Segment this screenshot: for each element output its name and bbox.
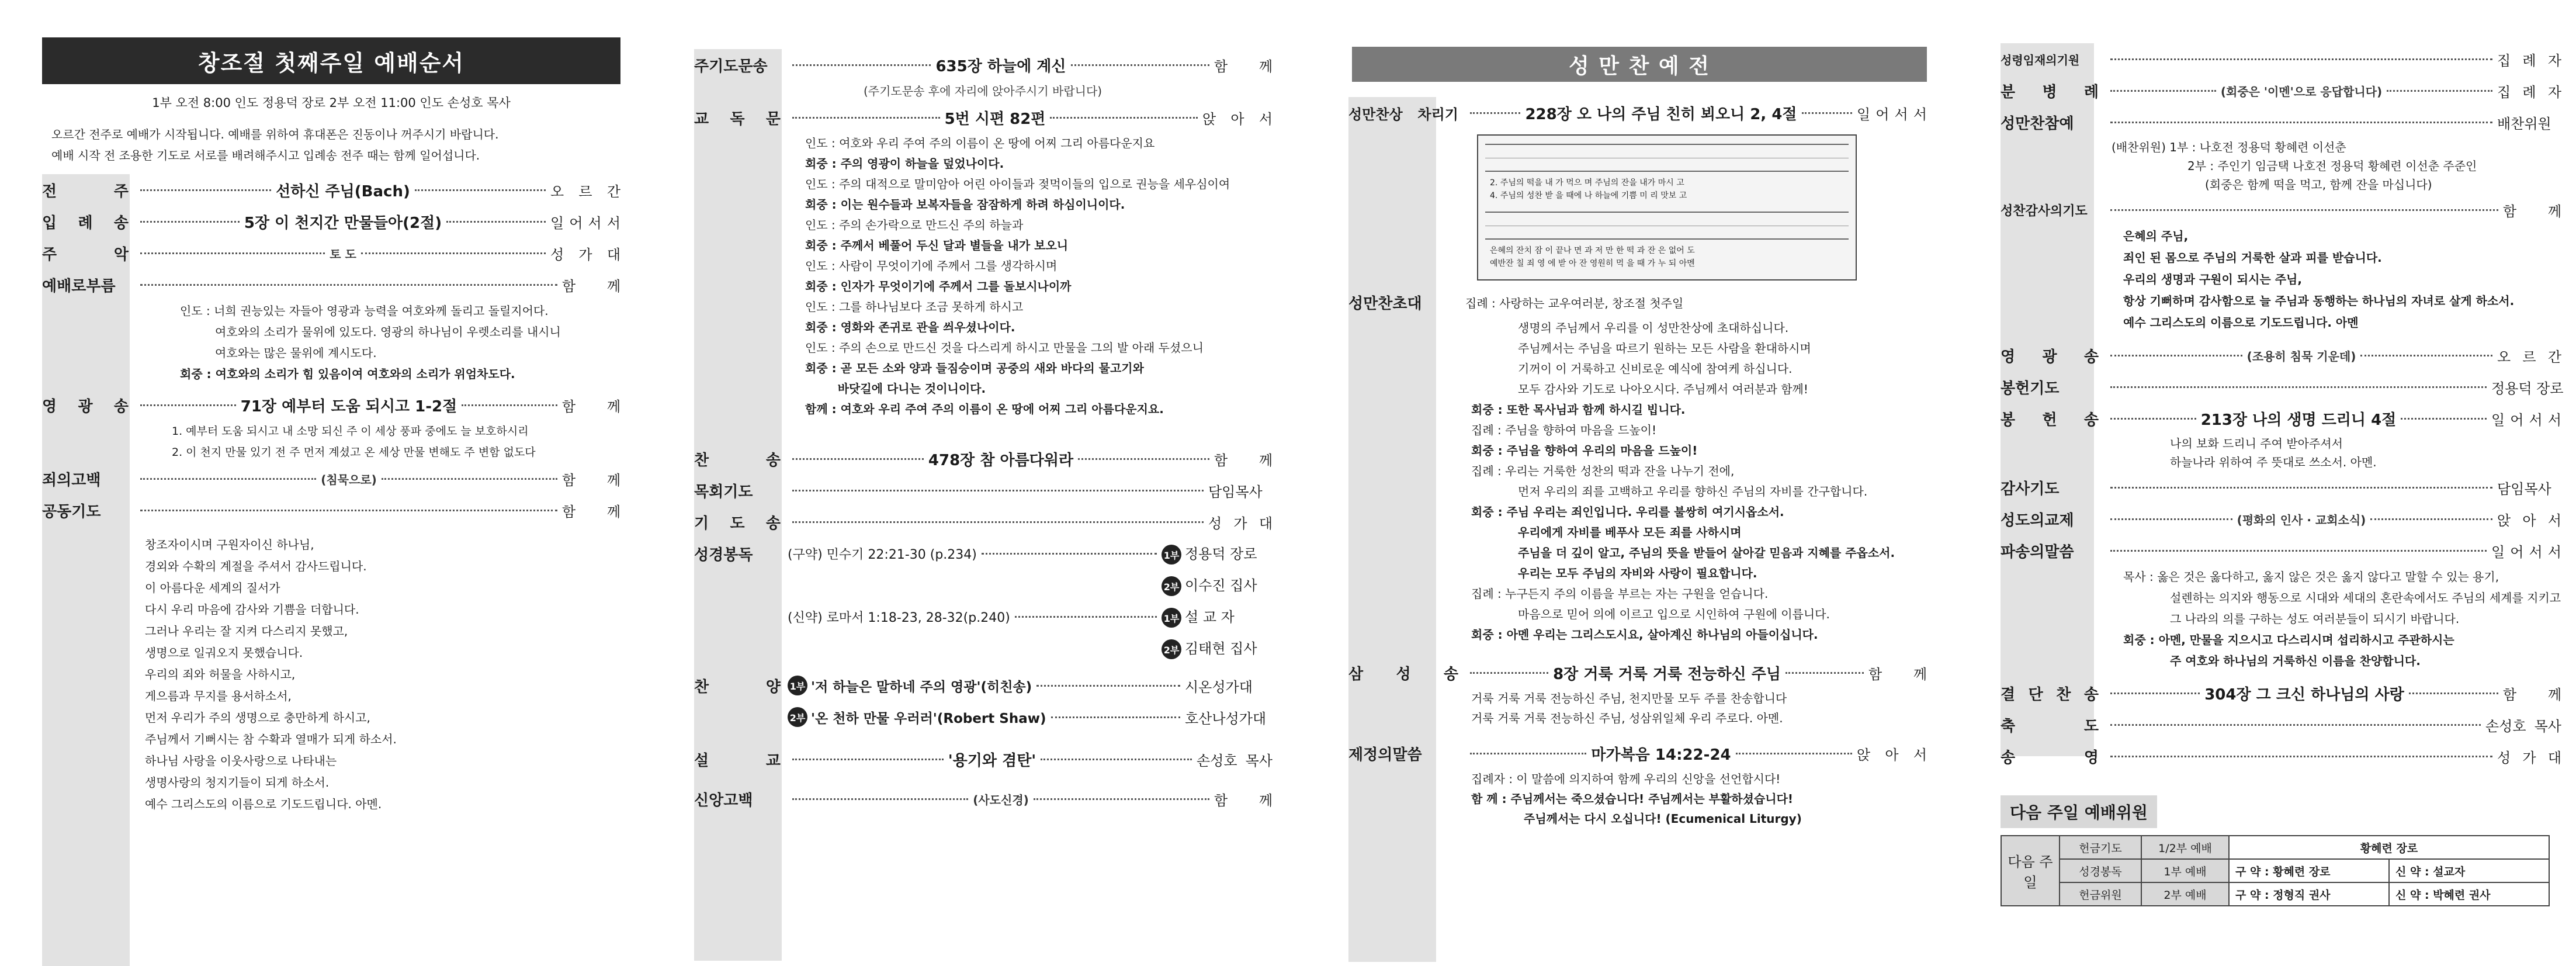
page-column-1	[42, 37, 620, 955]
row-leader: 앉 아 서	[2497, 512, 2561, 529]
order-section	[694, 49, 1273, 815]
intro-line: 오르간 전주로 예배가 시작됩니다. 예배를 위하여 휴대폰은 진동이나 꺼주시기 바랍니다.	[51, 127, 499, 141]
row-label: 성만찬상 차리기	[1348, 106, 1458, 123]
table-cell: 헌금기도	[2060, 836, 2141, 859]
row-label: 결 단 찬 송	[2001, 685, 2099, 704]
hymn-lyrics	[42, 421, 620, 463]
text-line: 회중 : 주님을 향하여 우리의 마음을 드높이!	[1471, 444, 1698, 458]
text-line: 우리의 죄와 허물을 사하시고,	[145, 667, 296, 681]
row-label: 목회기도	[694, 483, 753, 501]
row-leader: 일 어 서 서	[550, 214, 620, 231]
row-leader: 오 르 간	[550, 183, 620, 200]
row-label: 파송의말씀	[2001, 543, 2074, 561]
row-title: (사도신경)	[973, 792, 1029, 807]
order-section	[42, 174, 620, 815]
row-label: 영 광 송	[2001, 348, 2099, 366]
text-line: 회중 : 곧 모든 소와 양과 들짐승이며 공중의 새와 바다의 물고기와	[805, 361, 1144, 375]
text-line: 인도 : 너희 권능있는 자들아 영광과 능력을 여호와께 돌리고 돌릴지어다.	[180, 304, 549, 318]
row-label: 주 악	[42, 245, 129, 264]
text-line: 집례 : 누구든지 주의 이름을 부르는 자는 구원을 얻습니다.	[1471, 587, 1769, 601]
row-title: 8장 거룩 거룩 거룩 전능하신 주님	[1553, 665, 1781, 683]
row-title: 선하신 주님(Bach)	[276, 182, 410, 200]
text-line: (배찬위원) 1부 : 나호전 정용덕 황혜련 이선춘	[2112, 140, 2346, 154]
page-column-4	[2001, 37, 2564, 955]
row-title: 228장 오 나의 주님 친히 뵈오니 2, 4절	[1525, 105, 1797, 123]
row-label: 봉헌기도	[2001, 379, 2060, 397]
reader-name: 이수진 집사	[1185, 577, 1257, 594]
text-line: 주님께서는 다시 오십니다! (Ecumenical Liturgy)	[1524, 812, 1802, 826]
row-leader: 함 께	[1214, 58, 1273, 75]
text-line: 집례자 : 이 말씀에 의지하여 함께 우리의 신앙을 선언합시다!	[1471, 772, 1781, 786]
row-label: 죄의고백	[42, 471, 101, 489]
text-line: 회중 : 아멘 우리는 그리스도시요, 살아계신 하나님의 아들이십니다.	[1471, 628, 1818, 642]
choir-name: 시온성가대	[1185, 678, 1253, 695]
anthem-title: '저 하늘은 말하네 주의 영광'(히친송)	[811, 679, 1032, 695]
row-leader: 함 께	[1214, 792, 1273, 809]
text-line: 하늘나라 위하여 주 뜻대로 쓰소서. 아멘.	[2170, 455, 2377, 469]
text-line: 항상 기뻐하며 감사함으로 늘 주님과 동행하는 하나님의 자녀로 살게 하소서.	[2123, 294, 2515, 308]
table-cell: 황혜련 장로	[2229, 836, 2549, 859]
row-leader: 정용덕 장로	[2491, 380, 2564, 397]
text-line: 모두 감사와 기도로 나아오시다. 주님께서 여러분과 함께!	[1518, 382, 1808, 396]
text-line: 바닷길에 다니는 것이니이다.	[805, 382, 986, 396]
text-line: 우리에게 자비를 베푸사 모든 죄를 사하시며	[1518, 525, 1742, 539]
text-line: 회중 : 주께서 베풀어 두신 달과 별들을 내가 보오니	[805, 238, 1069, 252]
text-line: 회중 : 주의 영광이 하늘을 덮었나이다.	[805, 157, 1004, 171]
service-1-badge: 1부	[1162, 545, 1181, 565]
text-line: 여호와는 많은 물위에 계시도다.	[215, 346, 377, 360]
row-title: (침묵으로)	[321, 472, 377, 487]
sanctus-lyrics	[1348, 688, 1927, 728]
text-line: 창조자이시며 구원자이신 하나님,	[145, 538, 314, 552]
order-row	[2001, 740, 2561, 772]
text-line: 생명의 주님께서 우리를 이 성만찬상에 초대하십니다.	[1518, 321, 1789, 335]
next-week-table	[2001, 835, 2550, 906]
text-line: 인도 : 주의 손으로 만드신 것을 다스리게 하시고 만물을 그의 발 아래 두셨으니	[805, 341, 1204, 355]
row-leader: 함 께	[1868, 666, 1927, 683]
row-leader: 일 어 서 서	[1857, 106, 1927, 123]
text-line: 설렌하는 의지와 행동으로 시대와 세대의 혼란속에서도 주님의 세계를 지키고	[2170, 591, 2561, 605]
row-title: (평화의 인사 · 교회소식)	[2237, 513, 2366, 527]
row-title: 5장 이 천지간 만물들아(2절)	[244, 214, 442, 232]
responsive-reading	[694, 133, 1273, 420]
nt-reading: (신약) 로마서 1:18-23, 28-32(p.240)	[788, 610, 1010, 625]
text-line: (회중은 함께 떡을 먹고, 함께 잔을 마십니다)	[2205, 178, 2432, 192]
text-line: 인도 : 주의 대적으로 말미암아 어린 아이들과 젖먹이들의 입으로 권능을 세우심이여	[805, 177, 1230, 191]
communion-title: 성 만 찬 예 전	[1352, 47, 1927, 82]
text-line: 우리의 생명과 구원이 되시는 주님,	[2123, 272, 2302, 286]
row-leader: 집 례 자	[2497, 52, 2561, 69]
intro-text	[51, 124, 620, 166]
text-line: 인도 : 주의 손가락으로 만드신 주의 하늘과	[805, 218, 1024, 232]
row-title: 635장 하늘에 계신	[935, 57, 1066, 75]
anthem-title: '온 천하 만물 우러러'(Robert Shaw)	[811, 711, 1046, 726]
text-line: 회중 : 영화와 존귀로 관을 씌우셨나이다.	[805, 320, 1015, 334]
row-label: 축 도	[2001, 717, 2099, 735]
table-cell: 신 약 : 설교자	[2389, 859, 2549, 882]
row-label: 삼 성 송	[1348, 665, 1458, 683]
text-line: 거룩 거룩 거룩 전능하신 주님, 성삼위일체 우리 주로다. 아멘.	[1471, 711, 1783, 725]
row-leader: 함 께	[1214, 452, 1273, 469]
score-lyric-line: 예반잔 칠 죄 영 에 받 아 잔 영원히 먹 을 때 가 누 되 아멘	[1490, 259, 1695, 268]
intro-line: 예배 시작 전 조용한 기도로 서로를 배려해주시고 입례송 전주 때는 함께 일어섭니다.	[51, 148, 480, 162]
sermon-title: '용기와 겸탄'	[948, 752, 1036, 770]
row-label: 송 영	[2001, 749, 2099, 767]
row-label: 성만찬초대	[1348, 295, 1422, 313]
score-lyric-line: 4. 주님의 성찬 받 을 때에 나 하늘에 기쁨 미 리 맛보 고	[1490, 191, 1687, 200]
table-cell: 구 약 : 황혜련 장로	[2229, 859, 2389, 882]
service-2-badge: 2부	[1162, 576, 1181, 596]
choir-name: 호산나성가대	[1185, 710, 1267, 727]
text-line: 다시 우리 마음에 감사와 기쁨을 더합니다.	[145, 603, 359, 617]
row-title: 304장 그 크신 하나님의 사랑	[2204, 685, 2404, 704]
row-label: 성경봉독	[694, 546, 753, 564]
score-lyrics	[1490, 176, 1687, 202]
text-line: 함 께 : 주님께서는 죽으셨습니다! 주님께서는 부활하셨습니다!	[1471, 792, 1794, 806]
page-column-2	[694, 37, 1273, 955]
text-line: 기꺼이 이 거룩하고 신비로운 예식에 참여케 하십니다.	[1518, 362, 1793, 376]
text-line: 은혜의 주님,	[2123, 229, 2189, 243]
row-label: 영 광 송	[42, 397, 129, 416]
row-label: 성찬감사의기도	[2001, 203, 2088, 219]
text-line: 회중 : 여호와의 소리가 힘 있음이여 여호와의 소리가 위엄차도다.	[180, 367, 515, 381]
row-label: 봉 헌 송	[2001, 411, 2099, 429]
table-cell: 다음 주일	[2001, 836, 2060, 906]
reader-name: 김태현 집사	[1185, 640, 1257, 657]
thanksgiving-prayer	[2001, 226, 2561, 334]
row-title: 토 도	[330, 247, 356, 261]
service-2-badge: 2부	[788, 707, 807, 727]
text-line: 집례 : 우리는 거룩한 성찬의 떡과 잔을 나누기 전에,	[1471, 464, 1735, 478]
row-label: 설 교	[694, 752, 781, 770]
table-cell: 1부 예배	[2141, 859, 2229, 882]
row-label: 예배로부름	[42, 277, 116, 295]
text-line: 2부 : 주인기 임금택 나호전 정용덕 황혜련 이선춘 주준인	[2187, 159, 2477, 173]
score-lyric-line: 2. 주님의 떡을 내 가 먹으 며 주님의 잔을 내가 마시 고	[1490, 178, 1684, 188]
text-line: 집례 : 사랑하는 교우여러분, 창조절 첫주일	[1465, 296, 1684, 310]
row-leader: 함 께	[562, 398, 620, 415]
text-line: 회중 : 이는 원수들과 보복자들을 잠잠하게 하려 하심이니이다.	[805, 198, 1125, 212]
row-leader: 앉 아 서	[1202, 110, 1273, 127]
page-column-3	[1348, 37, 1927, 955]
row-label: 성도의교제	[2001, 511, 2074, 529]
service-1-badge: 1부	[1162, 608, 1181, 628]
row-title: (조용히 침묵 기운데)	[2246, 349, 2356, 363]
score-lyrics	[1490, 244, 1695, 270]
text-line: 회중 : 인자가 무엇이기에 주께서 그를 돌보시나이까	[805, 279, 1072, 293]
score-lyric-line: 은혜의 잔치 잠 이 끝나 면 과 저 만 한 떡 과 잔 은 없어 도	[1490, 246, 1695, 255]
text-line: 회중 : 또한 목사님과 함께 하시길 빕니다.	[1471, 403, 1686, 417]
service-1-badge: 1부	[788, 676, 807, 695]
row-label: 찬 양	[694, 678, 781, 696]
row-leader: 함 께	[562, 503, 620, 520]
table-row	[2001, 859, 2549, 882]
row-leader: 성 가 대	[2497, 749, 2561, 766]
text-line: 인도 : 여호와 우리 주여 주의 이름이 온 땅에 어찌 그리 아름다운지요	[805, 136, 1155, 150]
text-line: 거룩 거룩 거룩 전능하신 주님, 천지만물 모두 주를 찬송합니다	[1471, 691, 1787, 705]
text-line: 함께 : 여호와 우리 주여 주의 이름이 온 땅에 어찌 그리 아름다운지요.	[805, 402, 1164, 416]
text-line: 회중 : 아멘, 만물을 지으시고 다스리시며 섭리하시고 주관하시는	[2123, 633, 2454, 647]
text-line: 그러나 우리는 잘 지켜 다스리지 못했고,	[145, 624, 348, 638]
table-row	[2001, 836, 2549, 859]
row-title: 마가복음 14:22-24	[1591, 746, 1731, 764]
service-2-badge: 2부	[1162, 639, 1181, 659]
row-leader: 앉 아 서	[1857, 746, 1927, 763]
text-line: 하나님 사랑을 이웃사랑으로 나타내는	[145, 754, 337, 768]
row-title: 213장 나의 생명 드리니 4절	[2200, 411, 2397, 429]
row-leader: 집 례 자	[2497, 84, 2561, 101]
text-line: 예수 그리스도의 이름으로 기도드립니다. 아멘.	[145, 797, 382, 811]
page-title: 창조절 첫째주일 예배순서	[42, 37, 620, 84]
row-label: 전 주	[42, 182, 129, 200]
call-to-worship-text	[42, 300, 620, 385]
text-line: 우리는 모두 주님의 자비와 사랑이 필요합니다.	[1518, 566, 1757, 580]
row-title: 478장 참 아름다워라	[928, 451, 1074, 469]
row-label: 교 독 문	[694, 110, 781, 128]
text-line: 그 나라의 의를 구하는 성도 여러분들이 되시기 바랍니다.	[2170, 612, 2460, 626]
row-leader: 함 께	[2503, 203, 2561, 220]
row-leader: 함 께	[562, 278, 620, 295]
text-line: 주 여호와 하나님의 거룩하신 이름을 찬양합니다.	[2170, 654, 2421, 668]
text-line: 인도 : 그를 하나님보다 조금 못하게 하시고	[805, 300, 1024, 314]
sending-words	[2001, 566, 2561, 671]
row-leader: 손성호 목사	[1197, 752, 1273, 769]
text-line: 게으름과 무지를 용서하소서,	[145, 689, 292, 703]
row-label: 공동기도	[42, 503, 101, 521]
text-line: 나의 보화 드리니 주여 받아주셔서	[2170, 437, 2343, 451]
row-label: 입 례 송	[42, 214, 129, 232]
table-cell: 2부 예배	[2141, 882, 2229, 906]
text-line: 인도 : 사람이 무엇이기에 주께서 그를 생각하시며	[805, 259, 1058, 273]
text-line: 2. 이 천지 만물 있기 전 주 먼저 계셨고 온 세상 만물 변해도 주 변함 없도다	[172, 446, 536, 459]
row-label: 성만찬참예	[2001, 115, 2074, 133]
next-week-heading: 다음 주일 예배위원	[2001, 795, 2157, 828]
text-line: 마음으로 믿어 의에 이르고 입으로 시인하여 구원에 이릅니다.	[1518, 607, 1830, 621]
text-line: 먼저 우리의 죄를 고백하고 우리를 향하신 주님의 자비를 간구합니다.	[1518, 484, 1868, 498]
row-label: 제정의말씀	[1348, 746, 1422, 764]
row-label: 주기도문송	[694, 57, 768, 75]
text-line: 먼저 우리가 주의 생명으로 충만하게 하시고,	[145, 711, 370, 725]
table-cell: 구 약 : 정형직 권사	[2229, 882, 2389, 906]
table-cell: 1/2부 예배	[2141, 836, 2229, 859]
offertory-lyrics	[2001, 434, 2561, 472]
text-line: 생명사랑의 청지기들이 되게 하소서.	[145, 775, 330, 790]
text-line: 목사 : 옳은 것은 옳다하고, 옳지 않은 것은 옳지 않다고 말할 수 있는 용기,	[2123, 570, 2499, 584]
row-title: 71장 예부터 도움 되시고 1-2절	[240, 397, 457, 416]
institution-words	[1348, 769, 1927, 829]
row-leader: 함 께	[562, 472, 620, 489]
row-label: 신앙고백	[694, 791, 753, 809]
text-line: 생명으로 일궈오지 못했습니다.	[145, 646, 303, 660]
text-line: 주님께서는 주님을 따르기 원하는 모든 사람을 환대하시며	[1518, 341, 1811, 355]
reader-name: 정용덕 장로	[1185, 545, 1257, 562]
text-line: 경외와 수확의 계절을 주셔서 감사드립니다.	[145, 559, 367, 573]
sheet-music-image	[1477, 134, 1857, 281]
text-line: 예수 그리스도의 이름으로 기도드립니다. 아멘	[2123, 316, 2359, 330]
communion-servers	[2001, 138, 2561, 194]
common-prayer-text	[42, 534, 620, 815]
row-label: 분 병 례	[2001, 83, 2099, 101]
row-label: 감사기도	[2001, 480, 2060, 498]
reader-name: 설 교 자	[1185, 608, 1235, 625]
row-leader: 성 가 대	[550, 246, 620, 263]
row-leader: 담임목사	[2497, 480, 2551, 497]
text-line: 회중 : 주님 우리는 죄인입니다. 우리를 불쌍히 여기시옵소서.	[1471, 505, 1784, 519]
row-leader: 성 가 대	[1208, 515, 1273, 532]
order-section	[1348, 97, 1927, 829]
row-label: 기 도 송	[694, 514, 781, 532]
note-text: (주기도문송 후에 자리에 앉아주시기 바랍니다)	[864, 84, 1102, 98]
communion-invitation	[1348, 318, 1927, 645]
table-cell: 성경봉독	[2060, 859, 2141, 882]
text-line: 여호와의 소리가 물위에 있도다. 영광의 하나님이 우렛소리를 내시니	[215, 325, 561, 339]
row-leader: 일 어 서 서	[2491, 411, 2561, 428]
row-leader: 담임목사	[1208, 483, 1263, 500]
text-line: 이 아름다운 세계의 질서가	[145, 581, 280, 595]
text-line: 죄인 된 몸으로 주님의 거룩한 살과 피를 받습니다.	[2123, 251, 2382, 265]
table-cell: 헌금위원	[2060, 882, 2141, 906]
text-line: 주님을 더 깊이 알고, 주님의 뜻을 받들어 살아갈 믿음과 지혜를 주옵소서.	[1518, 546, 1895, 560]
row-leader: 함 께	[2503, 686, 2561, 703]
row-leader: 일 어 서 서	[2491, 543, 2561, 560]
ot-reading: (구약) 민수기 22:21-30 (p.234)	[788, 547, 977, 562]
row-label: 성령임재의기원	[2001, 53, 2080, 67]
row-label: 찬 송	[694, 451, 781, 469]
order-section	[2001, 43, 2564, 772]
text-line: 주님께서 기뻐시는 참 수확과 열매가 되게 하소서.	[145, 732, 397, 746]
table-row	[2001, 882, 2549, 906]
text-line: 집례 : 주님을 향하여 마음을 드높이!	[1471, 423, 1657, 437]
row-title: 5번 시편 82편	[944, 110, 1046, 128]
table-cell: 신 약 : 박혜련 권사	[2389, 882, 2549, 906]
row-leader: 손성호 목사	[2485, 718, 2561, 735]
text-line: 1. 예부터 도움 되시고 내 소망 되신 주 이 세상 풍파 중에도 늘 보호하시리	[172, 425, 529, 438]
row-leader: 오 르 간	[2497, 348, 2561, 365]
service-times: 1부 오전 8:00 인도 정용덕 장로 2부 오전 11:00 인도 손성호 목사	[152, 96, 511, 110]
row-leader: 배찬위원	[2497, 115, 2551, 132]
row-title: (회중은 '이멘'으로 응답합니다)	[2220, 84, 2383, 99]
